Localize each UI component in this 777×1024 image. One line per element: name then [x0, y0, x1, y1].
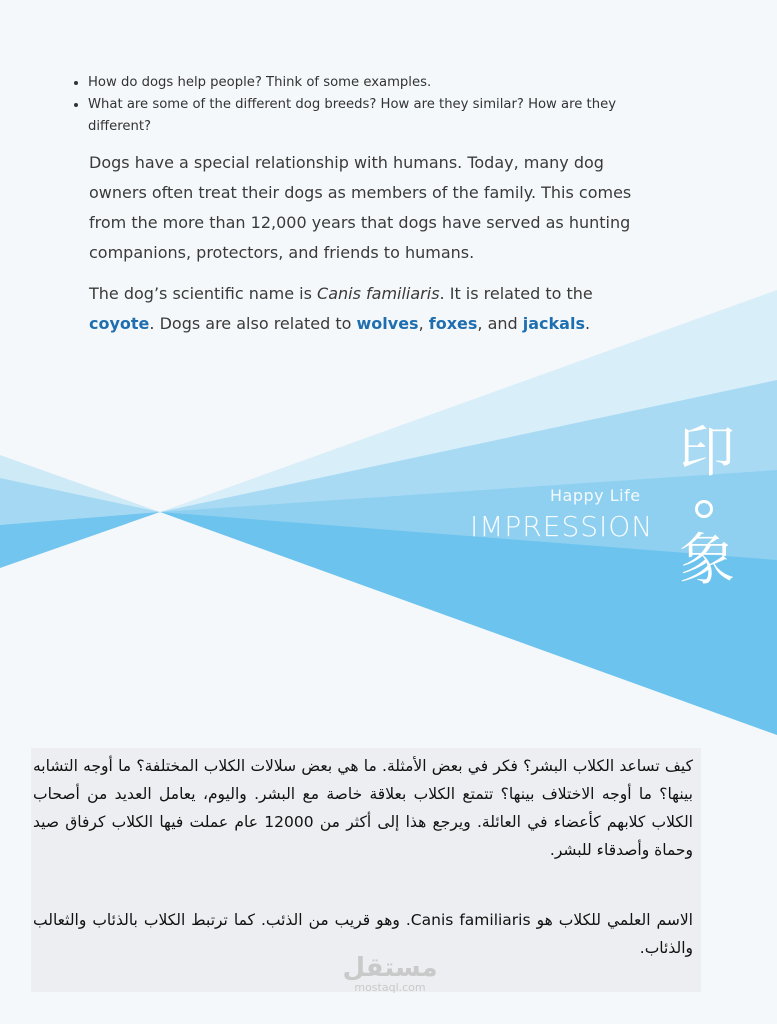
watermark-text: مستقل [342, 953, 438, 983]
text-span: . It is related to the [439, 284, 593, 303]
watermark-logo [340, 955, 440, 995]
decorative-banner [0, 280, 777, 740]
question-item: • How do dogs help people? Think of some examples. [88, 72, 648, 94]
banner-happy-life: Happy Life [550, 486, 641, 505]
foxes-link[interactable]: foxes [428, 314, 478, 333]
question-item: • What are some of the different dog breeds? How are they similar? How are they different? [88, 94, 648, 138]
text-span: , [418, 314, 429, 333]
banner-cjk-character: 象 [679, 528, 735, 593]
banner-cjk-character: 印 [679, 420, 735, 485]
scientific-name: Canis familiaris [317, 284, 440, 303]
banner-dot [695, 500, 713, 518]
arabic-paragraph-1: كيف تساعد الكلاب البشر؟ فكر في بعض الأمثلة. ما هي بعض سلالات الكلاب المختلفة؟ ما أوجه التشابه بينها؟ ما أوجه الاختلاف بينها؟ تتمتع الكلاب بعلاقة خاصة مع البشر. واليوم، يعامل العديد من أصحاب الكلاب كلابهم كأعضاء في العائلة. ويرجع هذا إلى أكثر من 12000 عام عملت فيها الكلاب كرفاق صيد وحماة وأصدقاء للبشر. [33, 757, 693, 859]
text-span: . Dogs are also related to [149, 314, 357, 333]
text-span: . [584, 314, 591, 333]
text-span: The dog’s scientific name is [89, 284, 318, 303]
coyote-link[interactable]: coyote [89, 314, 150, 333]
jackals-link[interactable]: jackals [522, 314, 585, 333]
watermark-url: mostaql.com [354, 981, 426, 994]
arabic-paragraph-2: الاسم العلمي للكلاب هو Canis familiaris. وهو قريب من الذئب. كما ترتبط الكلاب بالذئاب والثعالب والذئاب. [33, 911, 693, 957]
wolves-link[interactable]: wolves [356, 314, 419, 333]
question-list [70, 72, 648, 138]
paragraph-relationship: Dogs have a special relationship with humans. Today, many dog owners often treat their dogs as members of the family. This comes from the more than 12,000 years that dogs have served as hunting companions, protectors, and friends to humans. [89, 153, 632, 262]
text-span: , and [477, 314, 523, 333]
banner-impression: IMPRESSION [470, 510, 654, 543]
